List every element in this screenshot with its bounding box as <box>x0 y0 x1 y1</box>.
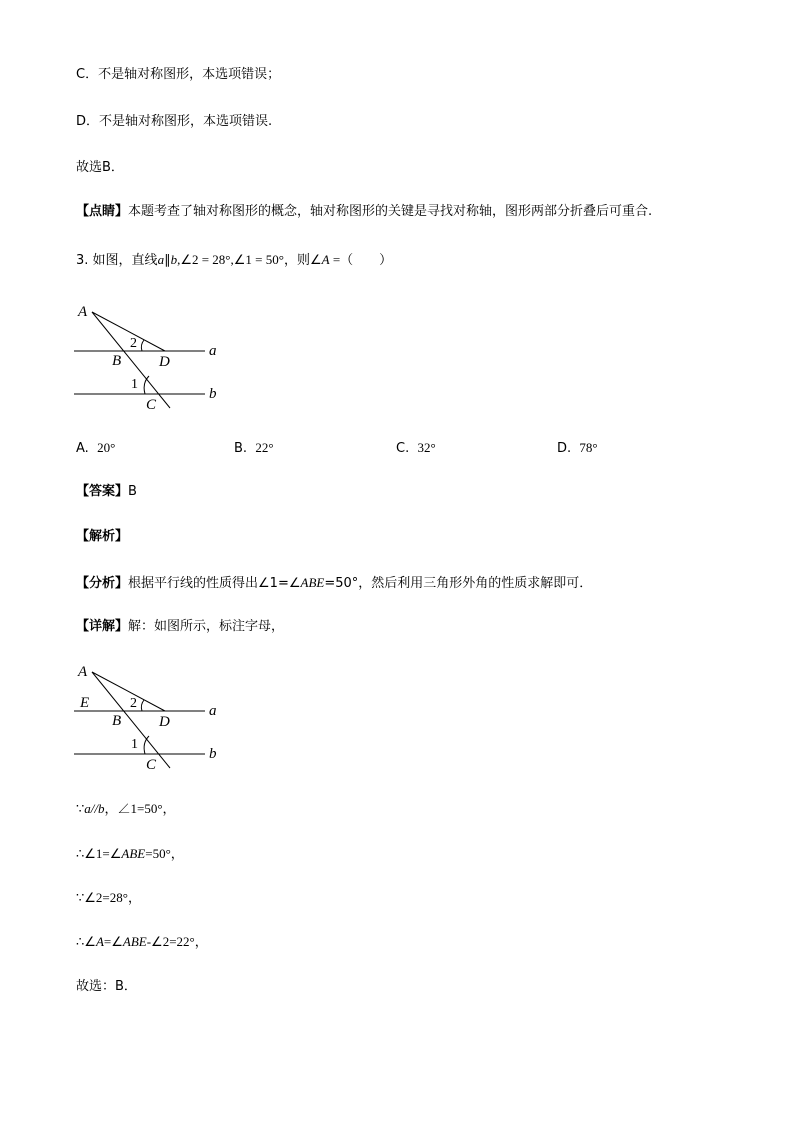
label-angle-1-2: 1 <box>131 737 138 752</box>
option-d-value: 78° <box>579 440 598 455</box>
label-a-2: a <box>209 703 217 719</box>
step-1-because: ∵ <box>76 801 85 816</box>
line-ad <box>92 312 165 351</box>
question-figure <box>70 298 230 416</box>
label-C-2: C <box>146 757 157 773</box>
math-parallel-symbol: ∥ <box>164 252 171 267</box>
step-4-abe: ABE <box>122 934 147 949</box>
option-c-explanation: C．不是轴对称图形，本选项错误； <box>76 67 281 82</box>
angle-2-arc <box>141 340 144 351</box>
angle-1-arc-2 <box>144 736 149 754</box>
option-b-value: 22° <box>255 440 274 455</box>
option-b[interactable] <box>234 439 274 458</box>
option-c-value: 32° <box>417 440 436 455</box>
solution-figure <box>70 658 230 776</box>
analysis-text-b: =50°，然后利用三角形外角的性质求解即可． <box>324 576 593 591</box>
analysis-header: 【解析】 <box>76 529 129 544</box>
step-1-b: b <box>98 801 105 816</box>
step-1-rest: ，∠1=50°， <box>104 801 176 816</box>
math-var-a: a <box>157 252 165 267</box>
step-2-therefore: ∴∠1=∠ <box>76 846 122 861</box>
angle-1-arc <box>144 376 149 394</box>
question-number: 3. <box>76 253 89 268</box>
step-4 <box>76 933 208 951</box>
math-equals: = <box>329 252 341 267</box>
step-2-abe: ABE <box>121 846 146 861</box>
label-A-2: A <box>78 664 88 680</box>
question-stem <box>76 251 392 270</box>
option-a-letter: A. <box>76 441 89 456</box>
step-1-parallel: // <box>90 801 99 816</box>
tip-text: 本题考查了轴对称图形的概念，轴对称图形的关键是寻找对称轴，图形两部分折叠后可重合. <box>128 204 653 219</box>
detail-text: 解：如图所示，标注字母， <box>128 619 285 634</box>
angle-2-arc-2 <box>141 700 144 711</box>
option-d[interactable] <box>557 439 598 458</box>
option-d-letter: D. <box>557 441 572 456</box>
step-1-a: a <box>84 801 91 816</box>
analysis-line <box>76 574 592 593</box>
label-angle-2-2: 2 <box>130 696 137 711</box>
label-B-2: B <box>112 713 122 729</box>
question-stem-b: ，则 <box>283 253 310 268</box>
label-angle-2: 2 <box>130 336 137 351</box>
step-4-eq: =∠ <box>103 934 123 949</box>
label-A: A <box>78 304 88 320</box>
option-a-value: 20° <box>97 440 116 455</box>
step-4-therefore: ∴∠ <box>76 934 96 949</box>
option-c-letter: C. <box>396 441 410 456</box>
label-a: a <box>209 343 217 359</box>
line-ad-2 <box>92 672 165 711</box>
step-4-rest: -∠2=22°， <box>146 934 208 949</box>
detail-line <box>76 618 284 636</box>
math-var-b: b <box>170 252 178 267</box>
option-b-letter: B. <box>234 441 248 456</box>
analysis-text-a: 根据平行线的性质得出∠1=∠ <box>128 576 301 591</box>
label-C: C <box>146 397 157 413</box>
answer-line <box>76 483 137 501</box>
step-2 <box>76 845 184 863</box>
previous-choice: 故选B． <box>76 160 124 175</box>
label-D-2: D <box>159 714 170 730</box>
detail-label: 【详解】 <box>76 619 129 634</box>
step-2-rest: =50°， <box>145 846 184 861</box>
question-blank: （ ） <box>340 253 393 268</box>
option-d-explanation: D．不是轴对称图形，本选项错误. <box>76 114 273 129</box>
analysis-label: 【分析】 <box>76 576 129 591</box>
label-E-2: E <box>80 695 90 711</box>
label-D: D <box>159 354 170 370</box>
answer-value: B <box>128 484 137 499</box>
label-B: B <box>112 353 122 369</box>
final-choice: 故选：B． <box>76 979 137 994</box>
label-b-2: b <box>209 746 217 762</box>
tip-paragraph <box>76 203 652 221</box>
step-1 <box>76 800 176 818</box>
analysis-abe: ABE <box>300 575 325 590</box>
question-stem-a: 如图，直线 <box>92 253 158 268</box>
label-angle-1: 1 <box>131 377 138 392</box>
step-3: ∵∠2=28°， <box>76 890 141 905</box>
answer-label: 【答案】 <box>76 484 129 499</box>
tip-label: 【点睛】 <box>76 204 129 219</box>
step-4-a: A <box>95 934 104 949</box>
math-angle-symbol: ∠ <box>309 252 322 267</box>
math-angles: ,∠2 = 28°,∠1 = 50° <box>177 252 284 267</box>
option-c[interactable] <box>396 439 436 458</box>
math-var-target: A <box>321 252 330 267</box>
option-a[interactable] <box>76 439 115 458</box>
label-b: b <box>209 386 217 402</box>
